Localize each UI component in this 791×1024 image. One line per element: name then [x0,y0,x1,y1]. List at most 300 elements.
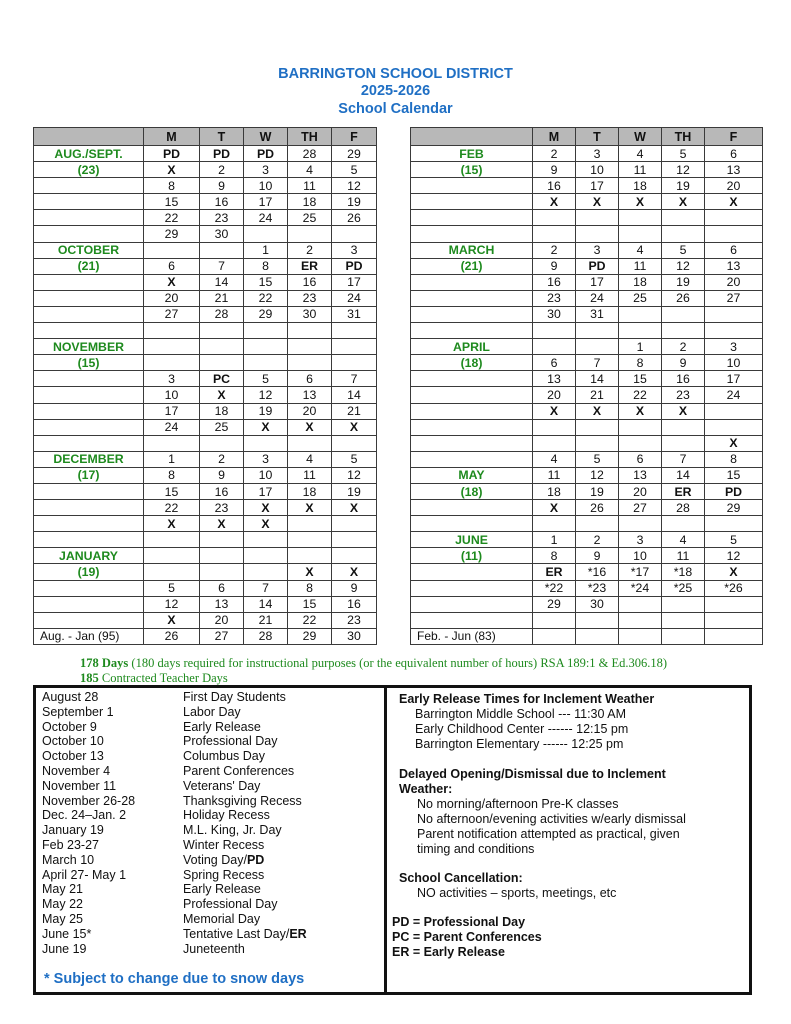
day-cell: 31 [576,306,619,322]
day-cell: 23 [288,290,332,306]
day-cell [533,323,576,339]
event-name [183,808,270,823]
event-name-text: Memorial Day [183,912,261,926]
day-cell: 31 [332,306,377,322]
day-cell: 5 [244,371,288,387]
day-cell [244,532,288,548]
month-label [34,596,144,612]
day-cell: PD [200,146,244,162]
calendar-subtitle: School Calendar [338,101,453,117]
day-cell [662,516,705,532]
day-cell: 10 [705,355,763,371]
event-name-text: Professional Day [183,897,278,912]
event-name-text: Spring Recess [183,867,265,882]
day-cell [288,516,332,532]
event-name-text: Voting Day/ [183,852,247,867]
day-cell: 26 [332,210,377,226]
day-cell: 11 [619,162,662,178]
day-cell: 23 [662,387,705,403]
event-date: August 28 [42,690,99,704]
day-cell: 17 [244,194,288,210]
day-cell [288,548,332,564]
district-title: BARRINGTON SCHOOL DISTRICT [278,66,513,82]
calendar-week-row [34,274,377,290]
event-name [183,690,286,705]
day-cell: X [144,516,200,532]
day-cell [576,435,619,451]
month-label [34,419,144,435]
month-label [411,612,533,628]
month-label [411,371,533,387]
day-cell: 6 [705,146,763,162]
event-name-text: Professional Day [183,734,278,749]
day-cell: 8 [144,178,200,194]
day-cell: 22 [244,290,288,306]
calendar-week-row [34,419,377,435]
day-cell: 12 [332,467,377,483]
calendar-week-row [34,628,377,644]
day-cell: 5 [332,162,377,178]
day-cell: X [576,403,619,419]
day-cell: 27 [200,628,244,644]
day-cell [619,435,662,451]
day-cell: 11 [288,467,332,483]
event-date: November 4 [42,764,111,778]
day-cell: 19 [576,483,619,499]
month-label [34,226,144,242]
month-label [34,306,144,322]
day-cell: 30 [576,596,619,612]
month-label: (15) [34,355,144,371]
day-cell: 30 [288,306,332,322]
calendar-week-row [411,290,763,306]
day-cell: 9 [533,162,576,178]
event-name-code: PD [246,852,265,867]
month-label [411,451,533,467]
day-cell: 5 [662,242,705,258]
day-cell [705,210,763,226]
day-cell: 15 [705,467,763,483]
month-label [34,580,144,596]
day-cell: 18 [619,178,662,194]
month-label [411,387,533,403]
month-label [411,596,533,612]
month-label [34,210,144,226]
day-cell: 19 [662,274,705,290]
month-label [411,290,533,306]
day-cell [619,516,662,532]
day-cell [662,612,705,628]
day-cell [619,306,662,322]
day-cell: 9 [332,580,377,596]
day-cell: 28 [244,628,288,644]
day-cell: 17 [332,274,377,290]
day-cell: 18 [288,483,332,499]
calendar-week-row [411,500,763,516]
event-date: May 25 [42,912,83,926]
day-cell [576,516,619,532]
day-cell: 20 [200,612,244,628]
calendar-week-row [411,355,763,371]
calendar-week-row [34,596,377,612]
day-cell [576,210,619,226]
day-cell: 17 [144,403,200,419]
day-cell: X [662,403,705,419]
day-header: F [705,128,763,146]
day-cell: 5 [576,451,619,467]
day-cell: 2 [200,451,244,467]
day-cell: 9 [200,178,244,194]
month-label: Feb. - Jun (83) [411,628,533,644]
day-cell: 13 [619,467,662,483]
day-cell: 26 [144,628,200,644]
day-cell: 11 [288,178,332,194]
early-release-item: Barrington Middle School --- 11:30 AM [415,707,626,721]
day-cell [619,628,662,644]
day-cell: 16 [662,371,705,387]
snow-days-note: * Subject to change due to snow days [44,971,305,987]
day-cell: 26 [662,290,705,306]
day-cell: 11 [619,258,662,274]
day-cell: *16 [576,564,619,580]
day-cell: 14 [332,387,377,403]
day-cell: 3 [705,339,763,355]
month-label: Aug. - Jan (95) [34,628,144,644]
day-cell: PD [244,146,288,162]
calendar-week-row [34,242,377,258]
day-cell: 23 [200,500,244,516]
day-cell: *24 [619,580,662,596]
day-cell: X [533,500,576,516]
day-cell: 15 [144,194,200,210]
early-release-item: Early Childhood Center ------ 12:15 pm [415,722,629,736]
legend-pd: PD = Professional Day [392,915,526,929]
day-cell: 8 [533,548,576,564]
event-date: Dec. 24–Jan. 2 [42,808,127,823]
event-name-text: Holiday Recess [183,808,270,823]
day-cell: X [244,500,288,516]
day-cell [533,419,576,435]
day-cell: 22 [144,500,200,516]
day-cell: 17 [244,483,288,499]
calendar-week-row [34,290,377,306]
event-date: October 10 [42,734,104,749]
event-date: June 19 [42,941,87,956]
month-label: (19) [34,564,144,580]
day-cell: 3 [144,371,200,387]
calendar-week-row [411,258,763,274]
day-cell: X [576,194,619,210]
day-cell: 24 [705,387,763,403]
event-name [183,705,241,720]
day-cell: 22 [288,612,332,628]
day-cell: 9 [662,355,705,371]
event-name [183,749,265,764]
day-cell [576,323,619,339]
day-header: M [533,128,576,146]
day-cell: 15 [619,371,662,387]
day-cell: 25 [288,210,332,226]
day-cell: 20 [619,483,662,499]
calendar-week-row [34,403,377,419]
day-cell: X [144,162,200,178]
day-cell: 6 [533,355,576,371]
early-release-title: Early Release Times for Inclement Weather [399,692,655,706]
day-cell [533,339,576,355]
day-cell: 5 [705,532,763,548]
day-cell: 19 [244,403,288,419]
calendar-week-row [34,194,377,210]
day-cell: ER [533,564,576,580]
day-cell [332,355,377,371]
event-name-text: M.L. King, Jr. Day [183,823,282,838]
day-cell: 7 [244,580,288,596]
cancellation-item: NO activities – sports, meetings, etc [417,886,617,900]
month-label [34,387,144,403]
day-cell [619,612,662,628]
day-cell: 29 [144,226,200,242]
calendar-week-row [411,596,763,612]
event-name [183,927,307,942]
month-label [34,290,144,306]
event-name [183,897,278,912]
event-name [183,764,294,779]
calendar-week-row [411,419,763,435]
event-name-text: First Day Students [183,690,286,704]
month-label: JUNE [411,532,533,548]
day-cell [662,210,705,226]
day-cell: 16 [200,194,244,210]
day-cell [619,210,662,226]
day-cell: 13 [705,162,763,178]
day-cell: 12 [705,548,763,564]
day-cell: 6 [705,242,763,258]
day-cell [332,532,377,548]
day-cell [662,323,705,339]
day-cell [705,628,763,644]
month-label [411,226,533,242]
day-cell: X [705,194,763,210]
day-cell [144,435,200,451]
day-cell: 16 [332,596,377,612]
month-label [411,403,533,419]
calendar-week-row [34,339,377,355]
month-label: (11) [411,548,533,564]
day-cell [200,548,244,564]
month-label [411,306,533,322]
month-label [34,516,144,532]
month-label: NOVEMBER [34,339,144,355]
day-cell: 16 [200,483,244,499]
day-cell: 26 [576,500,619,516]
event-name [183,734,278,749]
day-cell: X [200,387,244,403]
day-cell [705,323,763,339]
day-cell: 12 [332,178,377,194]
day-cell: 20 [705,178,763,194]
day-cell: X [533,194,576,210]
day-cell [332,548,377,564]
day-header: T [576,128,619,146]
calendar-week-row [411,516,763,532]
calendar-week-row [411,483,763,499]
day-cell: 10 [144,387,200,403]
day-cell: 10 [576,162,619,178]
month-label: (21) [411,258,533,274]
day-cell: 29 [244,306,288,322]
month-label [34,612,144,628]
calendar-header-row [34,128,377,146]
calendar-week-row [34,146,377,162]
day-cell: PD [705,483,763,499]
day-cell: *22 [533,580,576,596]
day-cell: 28 [662,500,705,516]
calendar-week-row [411,548,763,564]
calendar-week-row [34,612,377,628]
event-name [183,912,260,927]
day-cell [144,339,200,355]
day-cell [662,628,705,644]
day-cell [288,339,332,355]
day-cell [662,435,705,451]
day-cell: 23 [533,290,576,306]
event-date: November 26-28 [42,793,136,808]
day-cell: 4 [288,451,332,467]
calendar-week-row [411,194,763,210]
day-cell: 5 [332,451,377,467]
event-date: Feb 23-27 [42,838,99,852]
day-cell: 1 [533,532,576,548]
day-cell: 15 [288,596,332,612]
day-cell: 22 [144,210,200,226]
day-cell: 14 [576,371,619,387]
day-cell [705,403,763,419]
month-label [34,323,144,339]
month-label [411,500,533,516]
event-name [183,794,302,809]
day-header: F [332,128,377,146]
calendar-week-row [34,178,377,194]
event-date: October 9 [42,719,97,734]
month-label [34,403,144,419]
calendar-week-row [411,435,763,451]
day-cell: 1 [619,339,662,355]
month-label: OCTOBER [34,242,144,258]
event-date: May 22 [42,897,83,912]
calendar-week-row [411,323,763,339]
day-cell: 29 [705,500,763,516]
day-cell [533,628,576,644]
event-name [183,838,264,853]
calendar-week-row [34,210,377,226]
day-cell [332,339,377,355]
day-cell [662,306,705,322]
month-label [34,178,144,194]
event-name [183,823,282,838]
day-cell: 2 [533,146,576,162]
delayed-opening-title: Delayed Opening/Dismissal due to Inclement [399,767,666,781]
day-cell [576,628,619,644]
calendar-week-row [411,628,763,644]
calendar-week-row [411,210,763,226]
event-date: January 19 [42,823,104,838]
event-date: October 13 [42,749,104,764]
day-cell: 1 [244,242,288,258]
month-label [34,274,144,290]
day-cell: X [619,194,662,210]
calendar-week-row [34,306,377,322]
day-cell: 23 [200,210,244,226]
month-label: JANUARY [34,548,144,564]
day-cell: *26 [705,580,763,596]
calendar-week-row [411,580,763,596]
day-cell: 21 [200,290,244,306]
day-cell: 11 [533,467,576,483]
event-name-text: Early Release [183,882,261,897]
day-cell: X [144,612,200,628]
day-cell [244,323,288,339]
day-cell [200,435,244,451]
day-cell: 9 [200,467,244,483]
contracted-days-text: Contracted Teacher Days [98,671,228,685]
day-cell: PC [200,371,244,387]
day-cell: X [332,419,377,435]
day-cell: 30 [332,628,377,644]
day-cell: 13 [200,596,244,612]
calendar-week-row [34,564,377,580]
day-cell [244,339,288,355]
calendar-week-row [411,146,763,162]
month-label [411,210,533,226]
month-label: APRIL [411,339,533,355]
month-label: (18) [411,483,533,499]
calendar-week-row [411,339,763,355]
day-cell [705,419,763,435]
day-cell: 3 [576,146,619,162]
day-cell [576,339,619,355]
day-header: M [144,128,200,146]
calendar-week-row [411,532,763,548]
day-cell: 17 [576,178,619,194]
day-cell: 7 [332,371,377,387]
day-cell: 21 [332,403,377,419]
month-label: FEB [411,146,533,162]
event-name [183,942,245,957]
day-cell: 10 [244,467,288,483]
event-name-text: Tentative Last Day/ [183,926,290,941]
day-cell: 13 [533,371,576,387]
day-cell [332,435,377,451]
calendar-week-row [34,467,377,483]
day-cell: X [332,500,377,516]
day-cell [144,242,200,258]
day-cell [619,596,662,612]
info-box [384,685,752,995]
day-cell: 29 [332,146,377,162]
day-cell: 3 [332,242,377,258]
calendar-week-row [411,242,763,258]
calendar-week-row [34,483,377,499]
day-cell: 4 [662,532,705,548]
calendar-header-row [411,128,763,146]
day-cell: 30 [200,226,244,242]
day-cell: X [288,500,332,516]
day-cell: X [332,564,377,580]
month-label [34,483,144,499]
day-cell: 23 [332,612,377,628]
month-label [411,516,533,532]
calendar-week-row [34,387,377,403]
